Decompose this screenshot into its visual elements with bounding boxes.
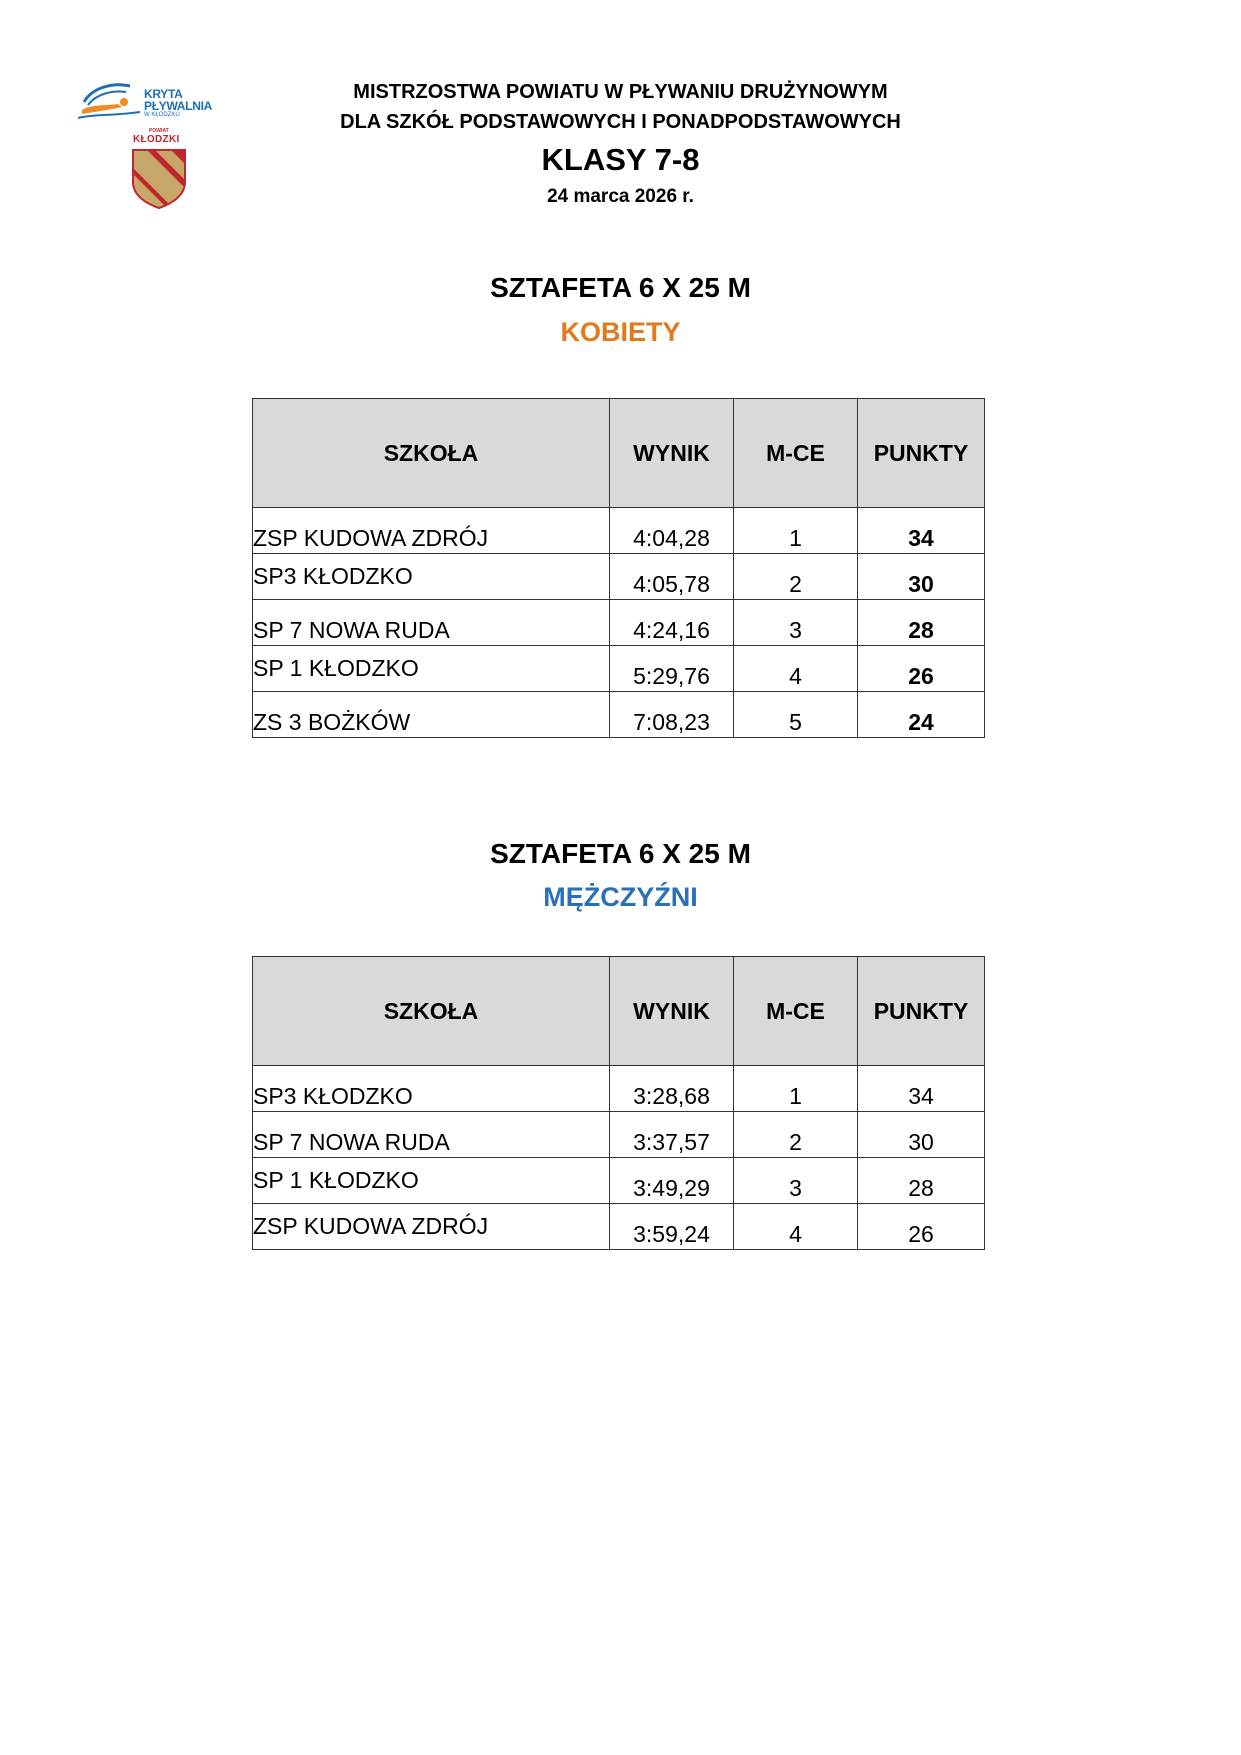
pool-logo-line3: W KŁODZKU bbox=[144, 112, 180, 118]
points-cell: 26 bbox=[858, 1204, 985, 1250]
result-cell: 3:49,29 bbox=[610, 1158, 734, 1204]
col-result: WYNIK bbox=[610, 399, 734, 508]
place-cell: 4 bbox=[734, 1204, 858, 1250]
result-cell: 4:24,16 bbox=[610, 600, 734, 646]
school-cell: SP 7 NOWA RUDA bbox=[253, 600, 610, 646]
pool-logo-line1: KRYTA bbox=[144, 87, 183, 101]
header-date: 24 marca 2026 r. bbox=[547, 186, 694, 207]
men-results-table bbox=[252, 956, 985, 1250]
result-cell: 3:59,24 bbox=[610, 1204, 734, 1250]
men-category: MĘŻCZYŹNI bbox=[543, 882, 698, 912]
table-row bbox=[253, 1066, 985, 1112]
school-cell: ZS 3 BOŻKÓW bbox=[253, 692, 610, 738]
result-cell: 4:04,28 bbox=[610, 508, 734, 554]
points-cell: 30 bbox=[858, 554, 985, 600]
col-school: SZKOŁA bbox=[253, 957, 610, 1066]
points-cell: 28 bbox=[858, 600, 985, 646]
header-classes: KLASY 7-8 bbox=[541, 142, 700, 177]
women-category: KOBIETY bbox=[560, 317, 681, 347]
women-results-table bbox=[252, 398, 985, 738]
points-cell: 28 bbox=[858, 1158, 985, 1204]
table-row bbox=[253, 508, 985, 554]
col-place: M-CE bbox=[734, 399, 858, 508]
table-row bbox=[253, 692, 985, 738]
points-cell: 34 bbox=[858, 508, 985, 554]
table-row bbox=[253, 1112, 985, 1158]
place-cell: 2 bbox=[734, 554, 858, 600]
crest-top-text: POWIAT bbox=[149, 128, 169, 134]
result-cell: 3:37,57 bbox=[610, 1112, 734, 1158]
points-cell: 30 bbox=[858, 1112, 985, 1158]
crest-name-text: KŁODZKI bbox=[133, 134, 180, 145]
place-cell: 2 bbox=[734, 1112, 858, 1158]
women-section-title: SZTAFETA 6 X 25 M bbox=[490, 272, 751, 303]
header-line1: MISTRZOSTWA POWIATU W PŁYWANIU DRUŻYNOWYM bbox=[353, 81, 888, 103]
place-cell: 3 bbox=[734, 600, 858, 646]
points-cell: 26 bbox=[858, 646, 985, 692]
men-section-title: SZTAFETA 6 X 25 M bbox=[490, 838, 751, 869]
table-header-row bbox=[253, 399, 985, 508]
table-row bbox=[253, 646, 985, 692]
result-cell: 3:28,68 bbox=[610, 1066, 734, 1112]
place-cell: 4 bbox=[734, 646, 858, 692]
school-cell: ZSP KUDOWA ZDRÓJ bbox=[253, 508, 610, 554]
col-place: M-CE bbox=[734, 957, 858, 1066]
result-cell: 7:08,23 bbox=[610, 692, 734, 738]
points-cell: 24 bbox=[858, 692, 985, 738]
col-school: SZKOŁA bbox=[253, 399, 610, 508]
school-cell: ZSP KUDOWA ZDRÓJ bbox=[253, 1204, 610, 1250]
table-row bbox=[253, 554, 985, 600]
table-header-row bbox=[253, 957, 985, 1066]
col-points: PUNKTY bbox=[858, 957, 985, 1066]
table-row bbox=[253, 1158, 985, 1204]
points-cell: 34 bbox=[858, 1066, 985, 1112]
school-cell: SP3 KŁODZKO bbox=[253, 554, 610, 600]
place-cell: 1 bbox=[734, 1066, 858, 1112]
pool-logo-line2: PŁYWALNIA bbox=[144, 99, 212, 113]
place-cell: 5 bbox=[734, 692, 858, 738]
result-cell: 4:05,78 bbox=[610, 554, 734, 600]
school-cell: SP 1 KŁODZKO bbox=[253, 1158, 610, 1204]
school-cell: SP 7 NOWA RUDA bbox=[253, 1112, 610, 1158]
table-row bbox=[253, 1204, 985, 1250]
result-cell: 5:29,76 bbox=[610, 646, 734, 692]
col-points: PUNKTY bbox=[858, 399, 985, 508]
school-cell: SP 1 KŁODZKO bbox=[253, 646, 610, 692]
place-cell: 3 bbox=[734, 1158, 858, 1204]
col-result: WYNIK bbox=[610, 957, 734, 1066]
table-row bbox=[253, 600, 985, 646]
header-line2: DLA SZKÓŁ PODSTAWOWYCH I PONADPODSTAWOWYCH bbox=[340, 111, 901, 133]
place-cell: 1 bbox=[734, 508, 858, 554]
school-cell: SP3 KŁODZKO bbox=[253, 1066, 610, 1112]
